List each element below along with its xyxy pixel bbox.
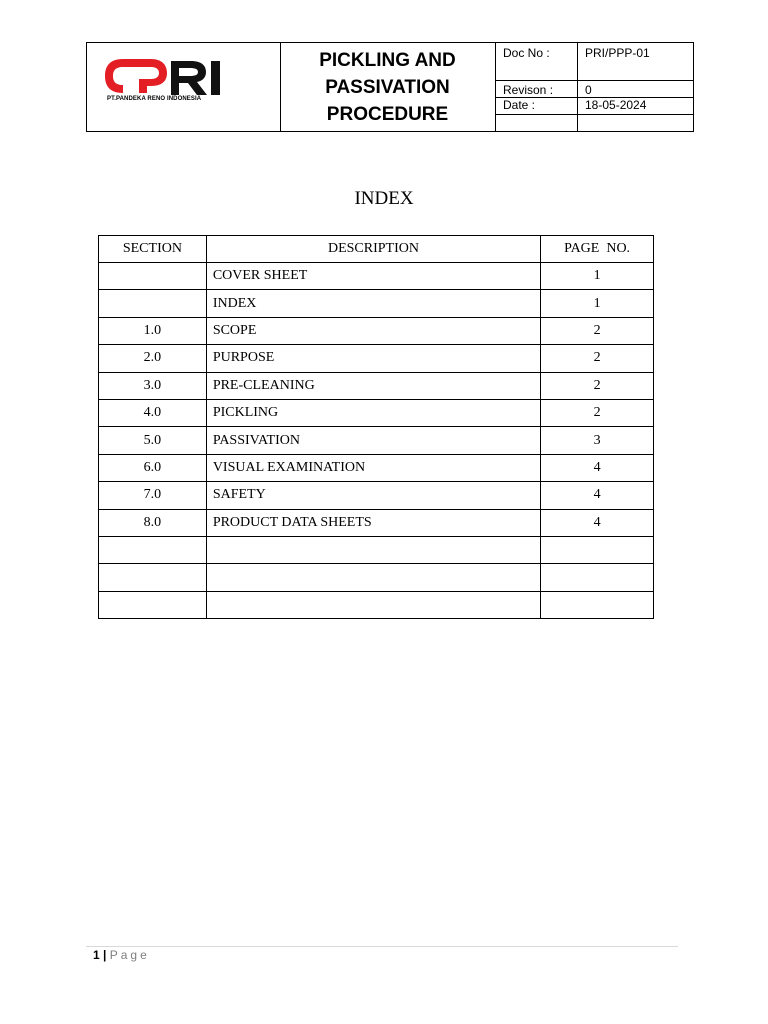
company-logo bbox=[103, 57, 233, 97]
column-header-section: SECTION bbox=[99, 236, 207, 263]
row-description: PURPOSE bbox=[206, 345, 540, 372]
row-page: 4 bbox=[541, 482, 654, 509]
meta-row-date bbox=[495, 98, 693, 115]
meta-row-empty bbox=[495, 115, 693, 131]
table-row bbox=[99, 317, 654, 344]
row-description bbox=[206, 591, 540, 618]
row-description bbox=[206, 536, 540, 563]
row-section: 5.0 bbox=[99, 427, 207, 454]
row-section: 3.0 bbox=[99, 372, 207, 399]
document-header bbox=[86, 42, 694, 132]
column-header-page: PAGE NO. bbox=[541, 236, 654, 263]
row-page bbox=[541, 591, 654, 618]
meta-value bbox=[578, 115, 693, 131]
row-description bbox=[206, 564, 540, 591]
logo-cell bbox=[87, 43, 281, 131]
logo-letter-i bbox=[211, 61, 220, 95]
row-section bbox=[99, 290, 207, 317]
table-row bbox=[99, 564, 654, 591]
row-description: PASSIVATION bbox=[206, 427, 540, 454]
row-description: COVER SHEET bbox=[206, 263, 540, 290]
index-title: INDEX bbox=[354, 188, 414, 209]
meta-key: Doc No : bbox=[495, 43, 578, 80]
page-label: Page bbox=[109, 948, 150, 962]
row-page: 4 bbox=[541, 454, 654, 481]
row-section: 1.0 bbox=[99, 317, 207, 344]
row-description: SCOPE bbox=[206, 317, 540, 344]
row-section: 7.0 bbox=[99, 482, 207, 509]
row-page: 1 bbox=[541, 290, 654, 317]
row-page: 3 bbox=[541, 427, 654, 454]
row-section bbox=[99, 536, 207, 563]
row-description: PRODUCT DATA SHEETS bbox=[206, 509, 540, 536]
logo-subtitle: PT.PANDEKA RENO INDONESIA bbox=[107, 96, 202, 102]
table-row bbox=[99, 372, 654, 399]
footer-separator: | bbox=[103, 948, 107, 962]
logo-letter-r bbox=[171, 61, 207, 95]
index-table bbox=[98, 235, 654, 619]
row-page bbox=[541, 564, 654, 591]
table-row bbox=[99, 399, 654, 426]
title-line-1: PICKLING AND bbox=[319, 49, 456, 71]
row-page: 1 bbox=[541, 263, 654, 290]
column-header-description: DESCRIPTION bbox=[206, 236, 540, 263]
table-row bbox=[99, 591, 654, 618]
row-page: 2 bbox=[541, 317, 654, 344]
table-header-row bbox=[99, 236, 654, 263]
row-page: 2 bbox=[541, 372, 654, 399]
row-description: INDEX bbox=[206, 290, 540, 317]
meta-key: Revison : bbox=[495, 81, 578, 97]
row-page: 2 bbox=[541, 345, 654, 372]
row-page bbox=[541, 536, 654, 563]
row-page: 4 bbox=[541, 509, 654, 536]
row-section bbox=[99, 591, 207, 618]
table-row bbox=[99, 509, 654, 536]
row-section bbox=[99, 263, 207, 290]
row-section: 8.0 bbox=[99, 509, 207, 536]
title-line-2: PASSIVATION bbox=[325, 76, 450, 98]
row-description: PICKLING bbox=[206, 399, 540, 426]
row-section: 2.0 bbox=[99, 345, 207, 372]
row-description: PRE-CLEANING bbox=[206, 372, 540, 399]
table-row bbox=[99, 427, 654, 454]
row-section: 4.0 bbox=[99, 399, 207, 426]
meta-key: Date : bbox=[495, 98, 578, 114]
page-footer bbox=[93, 948, 150, 962]
meta-value: 18-05-2024 bbox=[585, 98, 647, 112]
document-title bbox=[280, 43, 496, 131]
meta-value: 0 bbox=[585, 83, 592, 97]
title-line-3: PROCEDURE bbox=[326, 103, 449, 125]
meta-row-revision bbox=[495, 81, 693, 98]
footer-divider bbox=[86, 946, 678, 947]
table-row bbox=[99, 536, 654, 563]
row-description: SAFETY bbox=[206, 482, 540, 509]
page-number: 1 bbox=[93, 948, 100, 962]
document-meta bbox=[495, 43, 693, 131]
table-row bbox=[99, 345, 654, 372]
table-row bbox=[99, 454, 654, 481]
table-row bbox=[99, 263, 654, 290]
row-description: VISUAL EXAMINATION bbox=[206, 454, 540, 481]
logo-red-mark bbox=[105, 59, 167, 93]
row-section bbox=[99, 564, 207, 591]
row-section: 6.0 bbox=[99, 454, 207, 481]
meta-value: PRI/PPP-01 bbox=[585, 46, 650, 60]
meta-key bbox=[495, 115, 578, 131]
table-row bbox=[99, 290, 654, 317]
row-page: 2 bbox=[541, 399, 654, 426]
meta-row-doc-no bbox=[495, 43, 693, 81]
table-row bbox=[99, 482, 654, 509]
